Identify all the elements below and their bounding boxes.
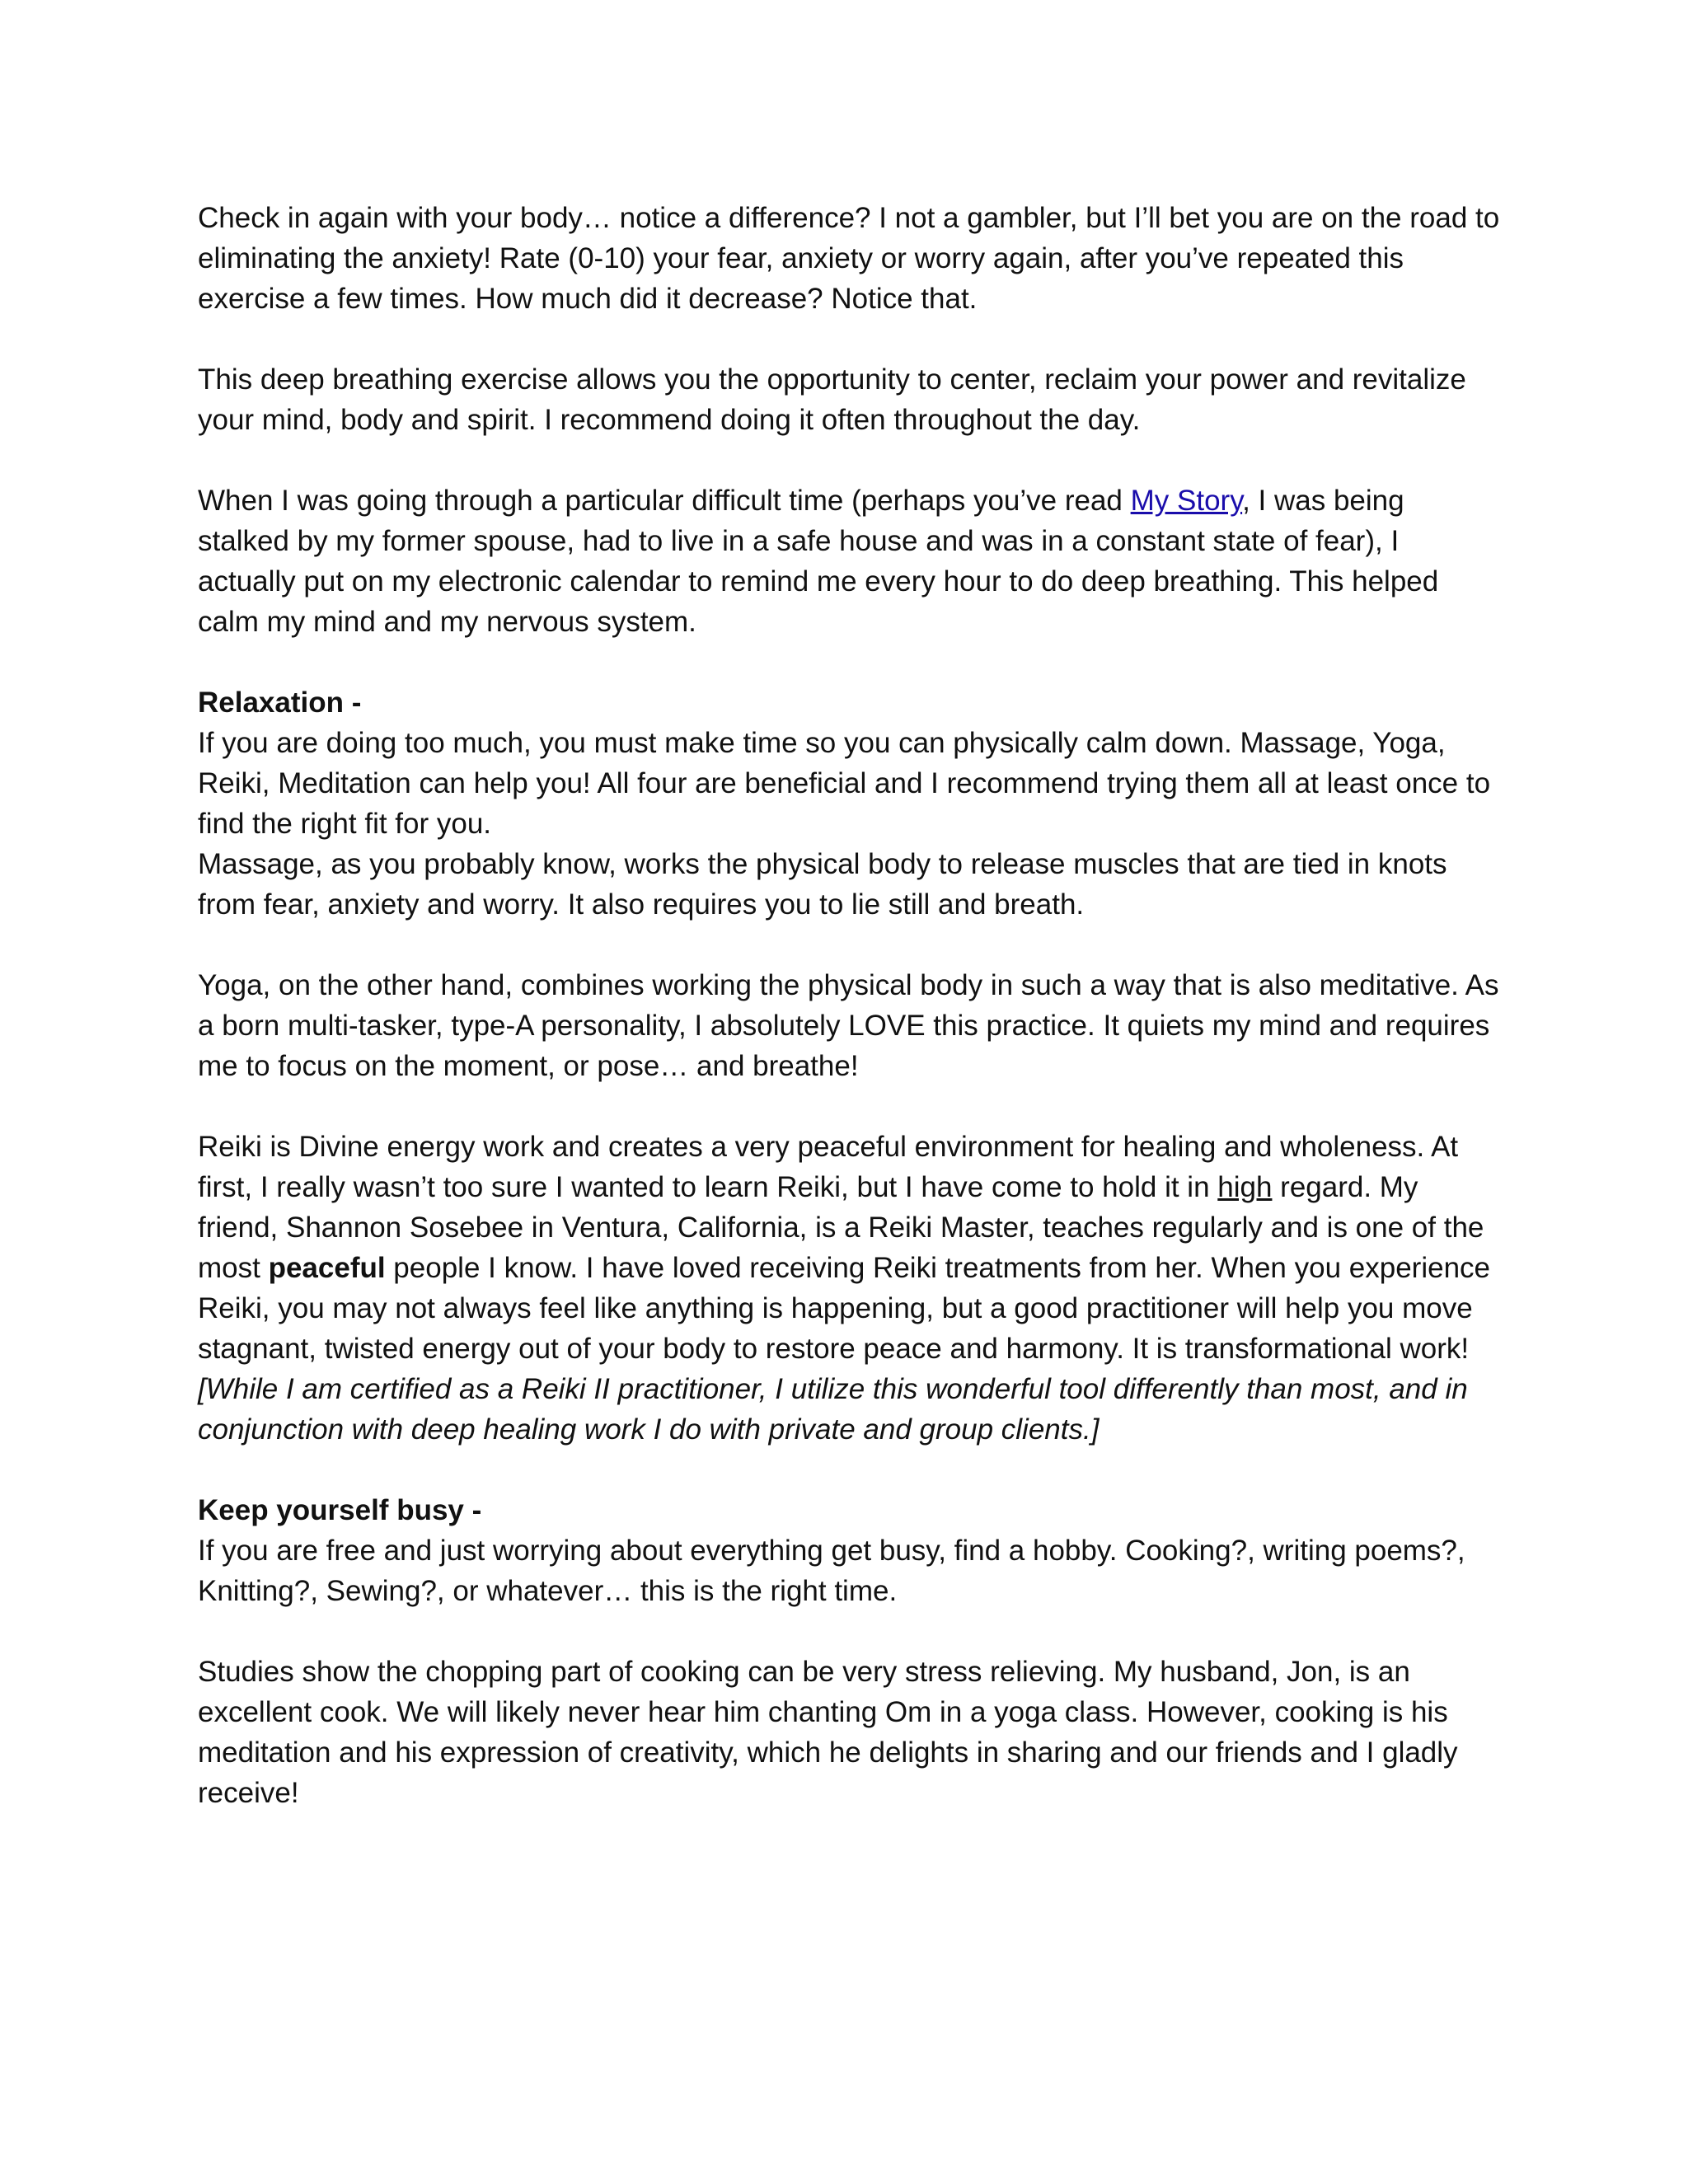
reiki-bold-word: peaceful [268,1252,386,1284]
difficult-time-text-end: , I was being stalked by my former spouse, had to live in a safe house and was in a constant state of fear), I actually put on my electronic calendar to remind me every hour to do deep breathing. This helped calm my mind and my nervous system. [198,485,1439,638]
relaxation-heading: Relaxation - [198,687,362,719]
reiki-text-1: Reiki is Divine energy work and creates a very peaceful environment for healing and wholeness. At first, I really wasn’t too sure I wanted to learn Reiki, but I have come to hold it in [198,1131,1459,1203]
reiki-text-3: people I know. I have loved receiving Reiki treatments from her. When you experience Reiki, you may not always feel like anything is happening, but a good practitioner will help you move stagnant, twisted energy out of your body to restore peace and harmony. It is transformational work! [198,1252,1491,1365]
paragraph-yoga: Yoga, on the other hand, combines working the physical body in such a way that is also meditative. As a born multi-tasker, type-A personality, I absolutely LOVE this practice. It quiets my mind and requires me to focus on the moment, or pose… and breathe! [198,969,1499,1082]
paragraph-relaxation-intro: If you are doing too much, you must make time so you can physically calm down. Massage, Yoga, Reiki, Meditation can help you! All four are beneficial and I recommend trying them all at least once to find the right fit for you. [198,727,1491,840]
paragraph-keep-busy-intro: If you are free and just worrying about everything get busy, find a hobby. Cooking?, writing poems?, Knitting?, Sewing?, or whatever… this is the right time. [198,1535,1465,1607]
my-story-link[interactable]: My Story [1130,485,1243,517]
paragraph-check-in: Check in again with your body… notice a difference? I not a gambler, but I’ll bet you are on the road to eliminating the anxiety! Rate (0-10) your fear, anxiety or worry again, after you’ve repeated this exercise a few times. How much did it decrease? Notice that. [198,202,1500,315]
paragraph-reiki [198,1127,1500,1450]
reiki-underlined-word: high [1217,1171,1273,1203]
paragraph-difficult-time [198,480,1500,642]
paragraph-deep-breathing: This deep breathing exercise allows you the opportunity to center, reclaim your power and revitalize your mind, body and spirit. I recommend doing it often throughout the day. [198,363,1466,436]
paragraph-massage: Massage, as you probably know, works the physical body to release muscles that are tied in knots from fear, anxiety and worry. It also requires you to lie still and breath. [198,848,1447,921]
paragraph-cooking: Studies show the chopping part of cooking can be very stress relieving. My husband, Jon, is an excellent cook. We will likely never hear him chanting Om in a yoga class. However, cooking is his meditation and his expression of creativity, which he delights in sharing and our friends and I gladly receive! [198,1656,1458,1809]
keep-busy-heading: Keep yourself busy - [198,1494,482,1526]
reiki-italic-note: [While I am certified as a Reiki II practitioner, I utilize this wonderful tool differently than most, and in conjunction with deep healing work I do with private and group clients.] [198,1373,1468,1446]
reiki-text-2: regard. My friend, Shannon Sosebee in Ventura, California, is a Reiki Master, teaches regularly and is one of the most [198,1171,1484,1284]
document-body [198,198,1500,1813]
difficult-time-text-start: When I was going through a particular difficult time (perhaps you’ve read [198,485,1131,517]
